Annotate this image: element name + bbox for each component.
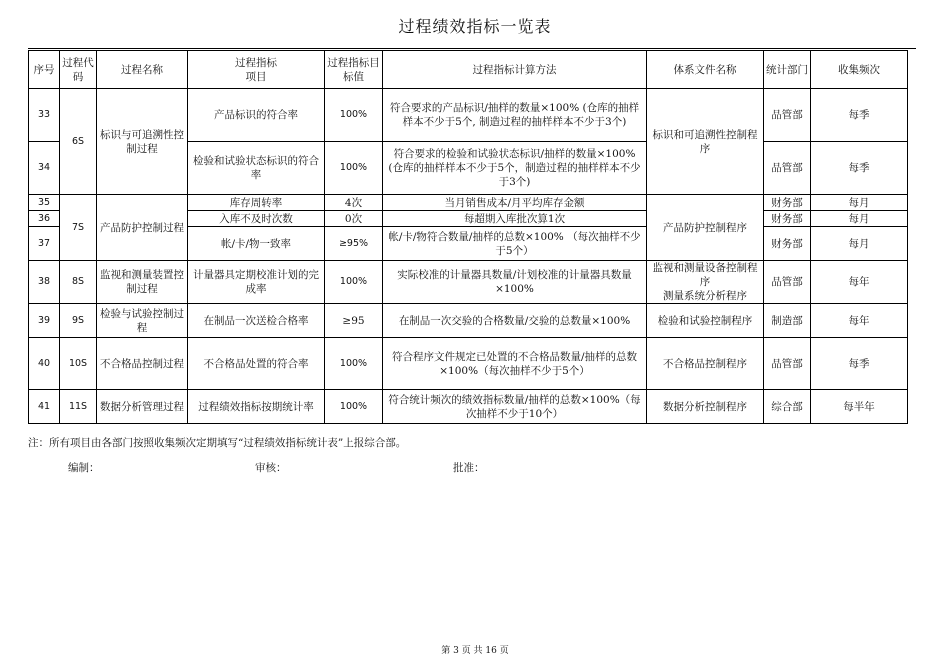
page-title: 过程绩效指标一览表 (398, 17, 552, 36)
frequency-cell: 每季 (811, 89, 908, 142)
frequency-cell: 每半年 (811, 390, 908, 424)
method-cell: 实际校准的计量器具数量/计划校准的计量器具数量×100% (383, 261, 647, 304)
seq-cell: 34 (29, 142, 60, 195)
document-cell: 产品防护控制程序 (647, 195, 764, 261)
department-cell: 品管部 (764, 338, 811, 390)
page-number: 第 3 页 共 16 页 (441, 646, 509, 656)
process-name-cell: 检验与试验控制过程 (97, 304, 188, 338)
method-cell: 当月销售成本/月平均库存金额 (383, 195, 647, 211)
document-cell: 数据分析控制程序 (647, 390, 764, 424)
method-cell: 帐/卡/物符合数量/抽样的总数×100% （每次抽样不少于5个） (383, 227, 647, 261)
method-cell: 符合要求的检验和试验状态标识/抽样的数量×100% (仓库的抽样样本不少于5个，制造过程的抽样样本不少于3个) (383, 142, 647, 195)
process-name-cell: 数据分析管理过程 (97, 390, 188, 424)
target-cell: 100% (325, 390, 383, 424)
header-code: 过程代码 (60, 51, 97, 89)
table-row (29, 261, 908, 304)
method-cell: 符合程序文件规定已处置的不合格品数量/抽样的总数×100%（每次抽样不少于5个） (383, 338, 647, 390)
frequency-cell: 每季 (811, 142, 908, 195)
code-cell: 6S (60, 89, 97, 195)
code-cell: 8S (60, 261, 97, 304)
department-cell: 制造部 (764, 304, 811, 338)
frequency-cell: 每月 (811, 195, 908, 211)
seq-cell: 40 (29, 338, 60, 390)
target-cell: 100% (325, 338, 383, 390)
department-cell: 综合部 (764, 390, 811, 424)
seq-cell: 36 (29, 211, 60, 227)
department-cell: 财务部 (764, 195, 811, 211)
header-target: 过程指标目标值 (325, 51, 383, 89)
document-cell: 检验和试验控制程序 (647, 304, 764, 338)
header-indicator-item: 过程指标 项目 (188, 51, 325, 89)
document-cell: 标识和可追溯性控制程序 (647, 89, 764, 195)
indicator-item-cell: 入库不及时次数 (188, 211, 325, 227)
prepared-by-label: 编制： (68, 462, 100, 474)
document-cell: 监视和测量设备控制程序 测量系统分析程序 (647, 261, 764, 304)
header-row (29, 51, 908, 89)
header-process-name: 过程名称 (97, 51, 188, 89)
header-method: 过程指标计算方法 (383, 51, 647, 89)
process-name-cell: 产品防护控制过程 (97, 195, 188, 261)
frequency-cell: 每月 (811, 211, 908, 227)
method-cell: 在制品一次交验的合格数量/交验的总数量×100% (383, 304, 647, 338)
table-row (29, 338, 908, 390)
frequency-cell: 每季 (811, 338, 908, 390)
target-cell: 0次 (325, 211, 383, 227)
frequency-cell: 每年 (811, 261, 908, 304)
department-cell: 品管部 (764, 142, 811, 195)
seq-cell: 33 (29, 89, 60, 142)
target-cell: ≥95% (325, 227, 383, 261)
indicator-item-cell: 计量器具定期校准计划的完成率 (188, 261, 325, 304)
seq-cell: 39 (29, 304, 60, 338)
code-cell: 9S (60, 304, 97, 338)
table-row (29, 390, 908, 424)
department-cell: 品管部 (764, 261, 811, 304)
indicator-item-cell: 库存周转率 (188, 195, 325, 211)
seq-cell: 41 (29, 390, 60, 424)
seq-cell: 35 (29, 195, 60, 211)
method-cell: 符合要求的产品标识/抽样的数量×100% (仓库的抽样样本不少于5个, 制造过程的抽样样本不少于3个) (383, 89, 647, 142)
frequency-cell: 每月 (811, 227, 908, 261)
title-rule (28, 48, 916, 49)
reviewed-by-label: 审核： (255, 462, 287, 474)
seq-cell: 38 (29, 261, 60, 304)
indicator-item-cell: 产品标识的符合率 (188, 89, 325, 142)
target-cell: 100% (325, 89, 383, 142)
indicator-item-cell: 在制品一次送检合格率 (188, 304, 325, 338)
department-cell: 财务部 (764, 211, 811, 227)
table-row (29, 195, 908, 211)
code-cell: 7S (60, 195, 97, 261)
process-name-cell: 监视和测量装置控制过程 (97, 261, 188, 304)
indicator-item-cell: 过程绩效指标按期统计率 (188, 390, 325, 424)
method-cell: 每超期入库批次算1次 (383, 211, 647, 227)
indicator-item-cell: 帐/卡/物一致率 (188, 227, 325, 261)
department-cell: 财务部 (764, 227, 811, 261)
frequency-cell: 每年 (811, 304, 908, 338)
document-cell: 不合格品控制程序 (647, 338, 764, 390)
process-name-cell: 不合格品控制过程 (97, 338, 188, 390)
indicator-table (28, 50, 908, 424)
table-row (29, 304, 908, 338)
approved-by-label: 批准： (453, 462, 485, 474)
header-document: 体系文件名称 (647, 51, 764, 89)
seq-cell: 37 (29, 227, 60, 261)
table-row (29, 89, 908, 142)
code-cell: 10S (60, 338, 97, 390)
process-name-cell: 标识与可追溯性控制过程 (97, 89, 188, 195)
header-seq: 序号 (29, 51, 60, 89)
department-cell: 品管部 (764, 89, 811, 142)
header-department: 统计部门 (764, 51, 811, 89)
target-cell: ≥95 (325, 304, 383, 338)
method-cell: 符合统计频次的绩效指标数量/抽样的总数×100%（每次抽样不少于10个） (383, 390, 647, 424)
code-cell: 11S (60, 390, 97, 424)
target-cell: 100% (325, 142, 383, 195)
header-frequency: 收集频次 (811, 51, 908, 89)
table-note: 注：所有项目由各部门按照收集频次定期填写“过程绩效指标统计表”上报综合部。 (28, 437, 407, 449)
indicator-item-cell: 不合格品处置的符合率 (188, 338, 325, 390)
target-cell: 4次 (325, 195, 383, 211)
indicator-item-cell: 检验和试验状态标识的符合率 (188, 142, 325, 195)
target-cell: 100% (325, 261, 383, 304)
